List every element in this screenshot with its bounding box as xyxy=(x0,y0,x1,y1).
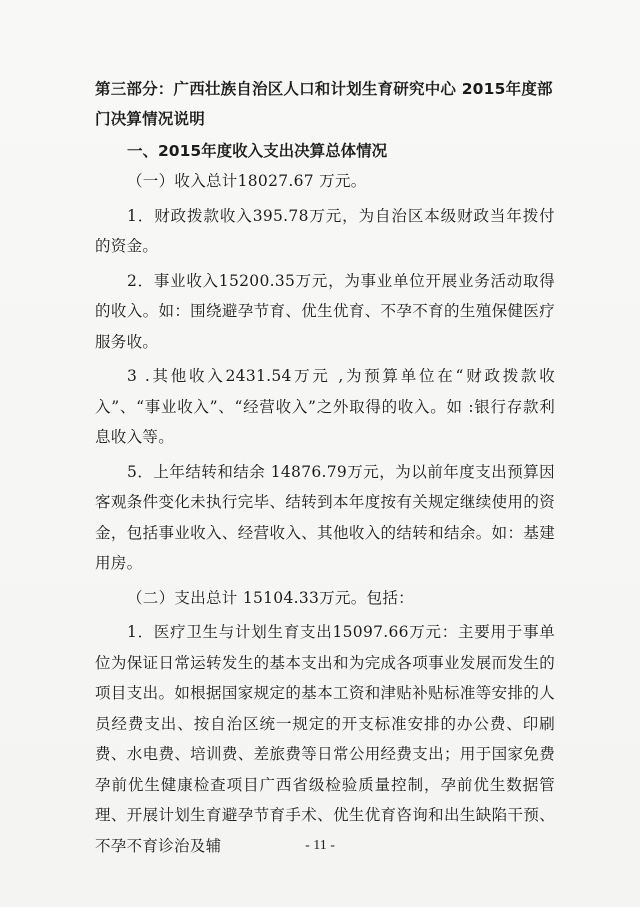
paragraph-income-total: （一）收入总计18027.67 万元。 xyxy=(127,172,367,190)
document-title: 第三部分：广西壮族自治区人口和计划生育研究中心 2015年度部门决算情况说明 xyxy=(95,80,553,128)
paragraph-carryover: 5．上年结转和结余 14876.79万元，为以前年度支出预算因客观条件变化未执行完毕、结转到本年度按有关规定继续使用的资金，包括事业收入、经营收入、其他收入的结转和结余。如：基建用房。 xyxy=(95,462,555,572)
paragraph-other-income: 3 .其他收入2431.54万元 ,为预算单位在“财政拨款收入”、“事业收入”、“经营收入”之外取得的收入。如 :银行存款利息收入等。 xyxy=(95,367,555,446)
page-number: - 11 - xyxy=(305,838,335,853)
paragraph-fiscal-appropriation: 1．财政拨款收入395.78万元，为自治区本级财政当年拨付的资金。 xyxy=(95,206,555,255)
paragraph-business-income: 2．事业收入15200.35万元，为事业单位开展业务活动取得的收入。如：围绕避孕节育、优生优育、不孕不育的生殖保健医疗服务收。 xyxy=(95,271,555,351)
paragraph-health-expenditure: 1．医疗卫生与计划生育支出15097.66万元：主要用于事单位为保证日常运转发生的基本支出和为完成各项事业发展而发生的项目支出。如根据国家规定的基本工资和津贴补贴标准等安排的人员经费支出、按自治区统一规定的开支标准安排的办公费、印刷费、水电费、培训费、差旅费等日常公用经费支出；用于国家免费孕前优生健康检查项目广西省级检验质量控制，孕前优生数据管理、开展计划生育避孕节育手术、优生优育咨询和出生缺陷干预、不孕不育诊治及辅 xyxy=(95,623,555,855)
document-body xyxy=(95,74,555,861)
paragraph-expenditure-total: （二）支出总计 15104.33万元。包括： xyxy=(127,588,414,607)
section-heading: 一、2015年度收入支出决算总体情况 xyxy=(127,142,388,160)
